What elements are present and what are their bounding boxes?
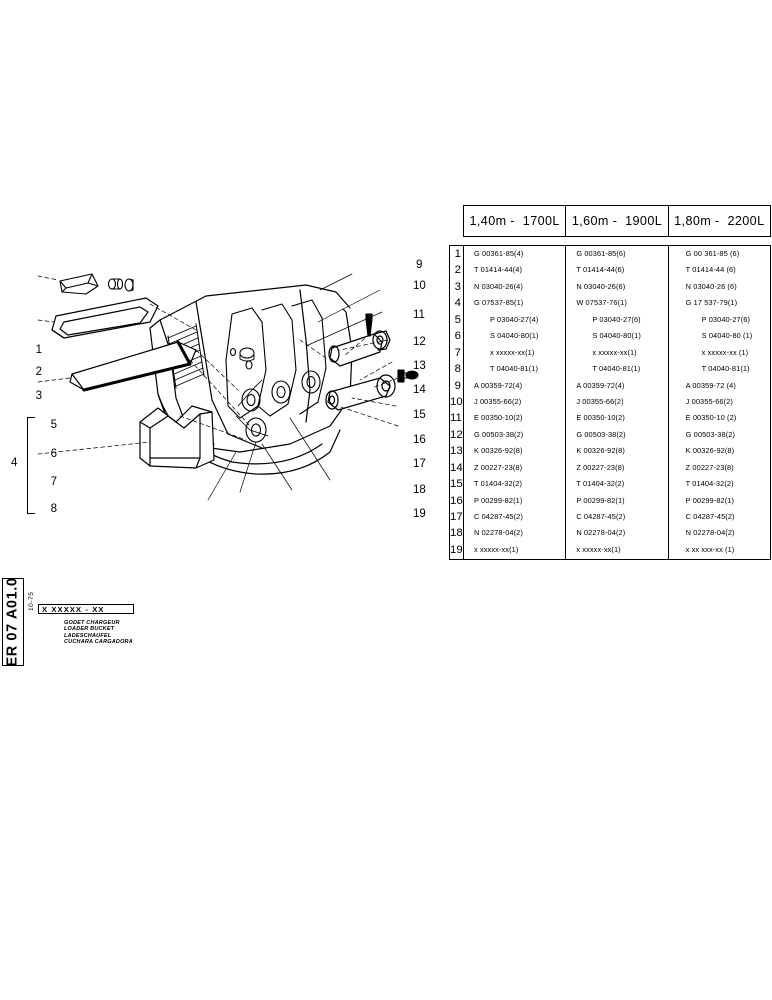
item-index: 10 (450, 395, 463, 408)
item-index: 6 (454, 330, 461, 343)
item-index: 2 (454, 264, 461, 277)
part-number-cell: E 00350-10(2) (576, 413, 625, 423)
callout-8: 8 (50, 503, 57, 515)
part-number-cell: T 01414-44 (6) (685, 265, 736, 275)
column-1-capacity: 1700L (522, 214, 560, 228)
part-number-cell: x xxxxx-xx(1) (592, 347, 637, 357)
part-number-cell: A 00359-72(4) (474, 380, 523, 390)
item-index: 3 (454, 280, 461, 293)
callout-14: 14 (413, 384, 426, 396)
callout-5: 5 (50, 419, 57, 431)
callout-1: 1 (35, 344, 42, 356)
item-index-column (450, 246, 464, 559)
part-number-cell: N 02278-04(2) (576, 528, 626, 538)
callout-12: 12 (413, 336, 426, 348)
callout-15: 15 (413, 409, 426, 421)
part-number-column-1 (464, 246, 566, 559)
item-index: 15 (450, 478, 463, 491)
date-code: 10-75 (28, 591, 35, 611)
part-number-column-2 (566, 246, 668, 559)
part-number-cell: T 04040-81(1) (701, 364, 750, 374)
part-number-cell: G 00503-38(2) (576, 429, 626, 439)
part-number-cell: A 00359-72 (4) (685, 380, 736, 390)
description-block (64, 620, 133, 646)
part-number-cell: N 03040-26(4) (474, 281, 523, 291)
part-number-cell: A 00359-72(4) (576, 380, 625, 390)
part-number-cell: x xxxxx-xx(1) (576, 544, 621, 554)
part-number-cell: T 01414-44(4) (474, 265, 523, 275)
column-2-capacity: 1900L (625, 214, 663, 228)
item-index: 18 (450, 527, 463, 540)
column-2-sep: - (608, 214, 626, 228)
part-number-cell: N 03040-26(6) (576, 281, 626, 291)
parts-table-header (463, 205, 771, 237)
description-en: LOADER BUCKET (64, 626, 115, 633)
column-1-sep: - (506, 214, 523, 228)
column-header-1 (464, 206, 566, 236)
column-header-2 (566, 206, 668, 236)
part-number-cell: J 00355-66(2) (576, 396, 624, 406)
description-fr: GODET CHARGEUR (64, 620, 120, 626)
part-number-cell: G 00503-38(2) (685, 429, 736, 439)
description-de: LADESCHAUFEL (64, 632, 112, 639)
part-number-cell: G 00361-85(6) (576, 249, 626, 258)
callout-10: 10 (413, 280, 426, 292)
drawing-number-box (2, 578, 24, 666)
part-number-cell: T 01404-32(2) (576, 479, 625, 489)
description-es: CUCHARA CARGADORA (64, 639, 133, 646)
part-number-cell: Z 00227-23(8) (685, 462, 734, 472)
part-number-cell: G 00361-85(4) (474, 249, 524, 258)
item-index: 7 (454, 346, 461, 359)
part-tooth-wedge (60, 274, 98, 294)
column-3-size: 1,80m (674, 214, 712, 228)
part-number-cell: Z 00227-23(8) (474, 462, 523, 472)
part-number-cell: P 00299-82(1) (685, 495, 735, 505)
callout-16: 16 (413, 434, 426, 446)
part-number-cell: J 00355-66(2) (685, 396, 733, 406)
part-number-cell: G 00 361-85 (6) (685, 249, 740, 258)
part-number-cell: T 01404-32(2) (474, 479, 523, 489)
part-number-cell: S 04040-80(1) (592, 331, 641, 341)
part-number-cell: P 00299-82(1) (474, 495, 523, 505)
part-number-cell: K 00326-92(8) (685, 446, 735, 456)
item-index: 17 (450, 511, 463, 523)
part-number-cell: J 00355-66(2) (474, 396, 522, 406)
callout-6: 6 (50, 448, 57, 460)
part-number-placeholder: X XXXXX - XX (42, 604, 105, 614)
part-number-cell: G 17 537-79(1) (685, 298, 738, 308)
parts-table-body (449, 245, 771, 560)
part-number-cell: T 04040-81(1) (490, 364, 539, 374)
callout-4: 4 (11, 457, 18, 469)
part-adaptor-bar (52, 298, 158, 338)
part-number-cell: S 04040-80 (1) (701, 331, 753, 341)
part-number-cell: P 03040-27(6) (592, 314, 641, 324)
column-2-size: 1,60m (571, 214, 609, 228)
item-index: 14 (450, 461, 463, 474)
column-3-capacity: 2200L (727, 214, 765, 228)
item-index: 12 (450, 428, 463, 441)
callout-18: 18 (413, 484, 426, 496)
part-bolt (366, 314, 372, 336)
callout-7: 7 (50, 476, 57, 488)
item-4-bracket (27, 417, 35, 514)
loader-bucket-drawing (0, 230, 440, 530)
part-number-cell: x xxxxx-xx(1) (474, 544, 519, 554)
part-number-cell: P 03040-27(6) (701, 314, 751, 324)
part-number-cell: x xxxxx-xx (1) (701, 347, 749, 357)
part-number-cell: T 01414-44(6) (576, 265, 625, 275)
part-number-cell: S 04040-80(1) (490, 331, 539, 341)
part-number-cell: C 04287-45(2) (474, 512, 523, 521)
item-index: 16 (450, 494, 463, 507)
part-number-cell: T 04040-81(1) (592, 364, 641, 374)
callout-17: 17 (413, 458, 426, 470)
callout-9: 9 (416, 259, 423, 271)
part-number-cell: K 00326-92(8) (474, 446, 523, 456)
item-index: 13 (450, 445, 463, 458)
callout-2: 2 (35, 366, 42, 378)
part-number-cell: E 00350-10 (2) (685, 413, 737, 423)
part-number-cell: K 00326-92(8) (576, 446, 625, 456)
part-number-cell: P 03040-27(4) (490, 314, 539, 324)
callout-11: 11 (413, 309, 425, 321)
column-header-3 (669, 206, 770, 236)
callout-19: 19 (413, 508, 426, 520)
part-number-cell: N 03040-26 (6) (685, 281, 737, 291)
callout-3: 3 (35, 390, 42, 402)
part-number-cell: N 02278-04(2) (474, 528, 523, 538)
item-index: 1 (454, 248, 461, 260)
part-pins (109, 279, 134, 291)
part-number-cell: P 00299-82(1) (576, 495, 625, 505)
item-index: 5 (454, 313, 461, 326)
item-index: 9 (454, 379, 461, 392)
part-number-cell: G 00503-38(2) (474, 429, 524, 439)
part-number-cell: T 01404-32(2) (685, 479, 734, 489)
item-index: 19 (450, 543, 463, 556)
item-index: 4 (454, 297, 461, 310)
item-index: 8 (454, 363, 461, 376)
drawing-number: ER 07 A01.0 (5, 577, 21, 667)
part-number-cell: x xxxxx-xx(1) (490, 347, 535, 357)
column-1-size: 1,40m (469, 214, 507, 228)
part-number-cell: C 04287-45(2) (685, 512, 735, 521)
column-3-sep: - (711, 214, 728, 228)
part-number-cell: W 07537-76(1) (576, 298, 627, 308)
part-number-cell: G 07537-85(1) (474, 298, 524, 308)
part-number-column-3 (669, 246, 770, 559)
part-number-cell: C 04287-45(2) (576, 512, 626, 521)
part-number-cell: x xx xxx-xx (1) (685, 544, 735, 554)
part-number-box (38, 604, 134, 614)
callout-13: 13 (413, 360, 426, 372)
part-number-cell: N 02278-04(2) (685, 528, 735, 538)
part-number-cell: E 00350-10(2) (474, 413, 523, 423)
item-index: 11 (450, 412, 462, 425)
part-number-cell: Z 00227-23(8) (576, 462, 625, 472)
title-block (2, 578, 142, 666)
